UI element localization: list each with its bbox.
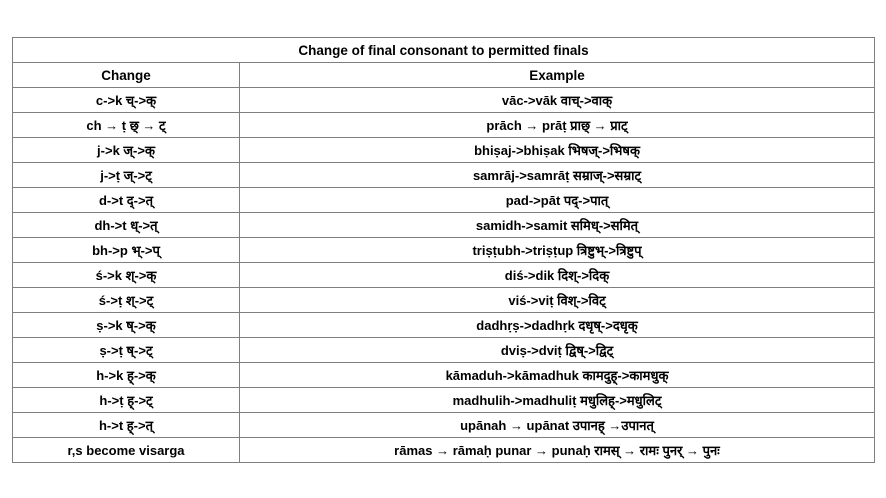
example-cell: dadhṛṣ->dadhṛk दधृष्->दधृक् bbox=[240, 313, 875, 338]
table-row bbox=[13, 388, 875, 413]
example-cell: madhulih->madhuliṭ मधुलिह्->मधुलिट् bbox=[240, 388, 875, 413]
header-change: Change bbox=[13, 63, 240, 88]
change-cell: j->ṭ ज्->ट् bbox=[13, 163, 240, 188]
example-cell: prāch → prāṭ प्राछ् → प्राट् bbox=[240, 113, 875, 138]
example-cell: samidh->samit समिध्->समित् bbox=[240, 213, 875, 238]
example-cell: upānah → upānat उपानह् →उपानत् bbox=[240, 413, 875, 438]
example-cell: dviṣ->dviṭ द्विष्->द्विट् bbox=[240, 338, 875, 363]
table-row bbox=[13, 188, 875, 213]
example-cell: pad->pāt पद्->पात् bbox=[240, 188, 875, 213]
change-cell: ś->k श्->क् bbox=[13, 263, 240, 288]
example-cell: kāmaduh->kāmadhuk कामदुह्->कामधुक् bbox=[240, 363, 875, 388]
consonant-change-table bbox=[12, 37, 875, 463]
example-cell: diś->dik दिश्->दिक् bbox=[240, 263, 875, 288]
change-cell: r,s become visarga bbox=[13, 438, 240, 463]
example-cell: rāmas → rāmaḥ punar → punaḥ रामस् → रामः पुनर् → पुनः bbox=[240, 438, 875, 463]
change-cell: d->t द्->त् bbox=[13, 188, 240, 213]
example-cell: samrāj->samrāṭ सम्राज्->सम्राट् bbox=[240, 163, 875, 188]
table-row bbox=[13, 338, 875, 363]
change-cell: bh->p भ्->प् bbox=[13, 238, 240, 263]
table-row bbox=[13, 313, 875, 338]
header-row bbox=[13, 63, 875, 88]
table-row bbox=[13, 88, 875, 113]
table-row bbox=[13, 363, 875, 388]
header-example: Example bbox=[240, 63, 875, 88]
change-cell: ṣ->k ष्->क् bbox=[13, 313, 240, 338]
change-cell: ś->ṭ श्->ट् bbox=[13, 288, 240, 313]
example-cell: viś->viṭ विश्->विट् bbox=[240, 288, 875, 313]
change-cell: h->ṭ ह्->ट् bbox=[13, 388, 240, 413]
example-cell: triṣṭubh->triṣṭup त्रिष्टुभ्->त्रिष्टुप् bbox=[240, 238, 875, 263]
table-row bbox=[13, 213, 875, 238]
example-cell: bhiṣaj->bhiṣak भिषज्->भिषक् bbox=[240, 138, 875, 163]
change-cell: h->t ह्->त् bbox=[13, 413, 240, 438]
change-cell: dh->t ध्->त् bbox=[13, 213, 240, 238]
change-cell: h->k ह्->क् bbox=[13, 363, 240, 388]
table-row bbox=[13, 163, 875, 188]
title-row bbox=[13, 38, 875, 63]
table-row bbox=[13, 263, 875, 288]
table-row bbox=[13, 238, 875, 263]
change-cell: ch → ṭ छ् → ट् bbox=[13, 113, 240, 138]
change-cell: ṣ->ṭ ष्->ट् bbox=[13, 338, 240, 363]
table-title: Change of final consonant to permitted finals bbox=[13, 38, 875, 63]
table-row bbox=[13, 438, 875, 463]
example-cell: vāc->vāk वाच्->वाक् bbox=[240, 88, 875, 113]
change-cell: c->k च्->क् bbox=[13, 88, 240, 113]
table-row bbox=[13, 138, 875, 163]
table-row bbox=[13, 113, 875, 138]
table-row bbox=[13, 413, 875, 438]
change-cell: j->k ज्->क् bbox=[13, 138, 240, 163]
table-row bbox=[13, 288, 875, 313]
